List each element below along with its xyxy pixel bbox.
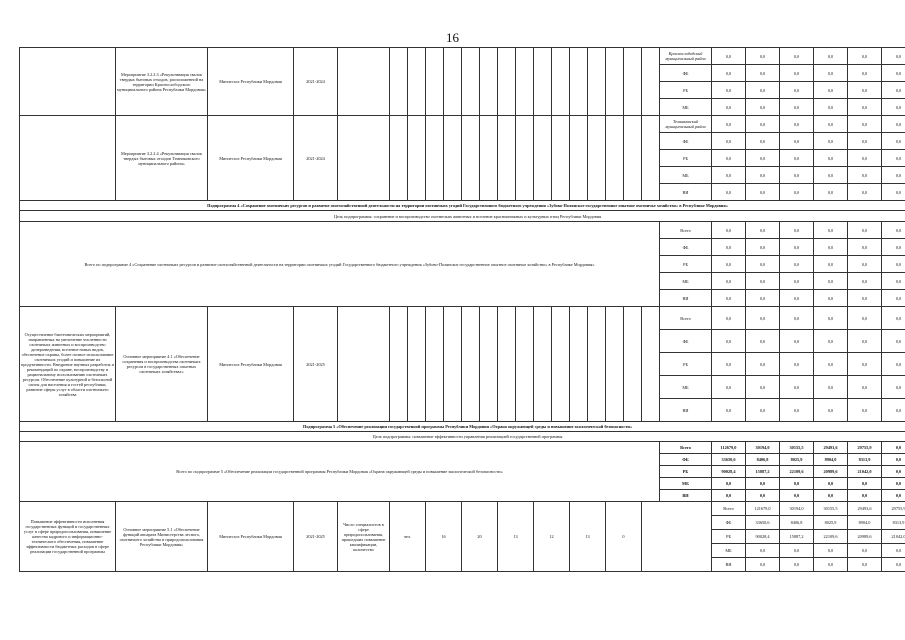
indicator-cell: [624, 116, 642, 201]
indicator-cell: [480, 116, 498, 201]
indicator-cell: [426, 48, 444, 116]
measure-name: Мероприятие 3.2.2.4 «Рекультивация свалок твердых бытовых отходов Темниковского муниципального района»: [116, 116, 208, 201]
amount-cell: 29755,9: [882, 502, 905, 516]
amount-cell: 0,0: [848, 82, 882, 99]
indicator-cell: [534, 48, 552, 116]
executor: Минлесхоз Республики Мордовия: [208, 116, 294, 201]
amount-cell: 0,0: [746, 82, 780, 99]
funding-source: МБ: [660, 99, 712, 116]
amount-cell: 0,0: [780, 307, 814, 330]
funding-source: Краснослободский муниципальный район: [660, 48, 712, 65]
amount-cell: 0,0: [814, 167, 848, 184]
funding-source: РБ: [660, 353, 712, 376]
subprogram-5-total-label: Всего по подпрограмме 5 «Обеспечение реализации государственной программы Республики Мордовия «Охрана окружающей среды и повышение экологической безопасности»: [20, 442, 660, 502]
indicator-cell: [444, 48, 462, 116]
amount-cell: 0,0: [780, 239, 814, 256]
indicator-cell: [408, 307, 426, 422]
amount-cell: 0,0: [848, 307, 882, 330]
amount-cell: 0,0: [848, 490, 882, 502]
indicator-unit: чел.: [390, 502, 426, 572]
amount-cell: 20989,6: [814, 466, 848, 478]
budget-table-body: [20, 48, 905, 572]
amount-cell: 0,0: [746, 478, 780, 490]
amount-cell: 33650,6: [746, 516, 780, 530]
amount-cell: 8406,8: [746, 454, 780, 466]
amount-cell: 0,0: [814, 48, 848, 65]
budget-table: [19, 47, 905, 572]
amount-cell: 0,0: [848, 133, 882, 150]
amount-cell: 0,0: [848, 239, 882, 256]
amount-cell: 0,0: [882, 478, 905, 490]
amount-cell: 0,0: [712, 239, 746, 256]
indicator-cell: [426, 116, 444, 201]
amount-cell: 8904,0: [814, 454, 848, 466]
amount-cell: 0,0: [848, 544, 882, 558]
funding-source: ФБ: [660, 133, 712, 150]
amount-cell: 15887,2: [746, 466, 780, 478]
amount-cell: 0,0: [814, 399, 848, 422]
amount-cell: 0,0: [814, 99, 848, 116]
indicator-cell: [624, 48, 642, 116]
funding-source: ВИ: [712, 558, 746, 572]
task-cell: Осуществление биотехнических мероприятий, направленных на увеличение численности охотничьих животных и воспроизводство дичеразведения, вселение новых видов, обеспечение охраны, более полное использование охотничьих угодий и повышение их продуктивности. Внедрение научных разработок и рекомендаций по охране, воспроизводству и рациональному использованию охотничьих ресурсов. Обеспечение культурной и безопасной охоты для населения и гостей республики, развитие сферы услуг в области охотничьего хозяйства: [20, 307, 116, 422]
funding-source: ФБ: [660, 454, 712, 466]
amount-cell: 0,0: [814, 116, 848, 133]
amount-cell: 29493,6: [848, 502, 882, 516]
amount-cell: 0,0: [712, 256, 746, 273]
amount-cell: 0,0: [882, 273, 905, 290]
amount-cell: 21042,0: [848, 466, 882, 478]
amount-cell: 0,0: [780, 399, 814, 422]
subprogram-5-goal: Цель подпрограммы: повышение эффективности управления реализацией государственной программы: [20, 432, 905, 442]
amount-cell: 0,0: [848, 330, 882, 353]
amount-cell: 0,0: [780, 116, 814, 133]
amount-cell: 0,0: [712, 65, 746, 82]
amount-cell: 0,0: [848, 48, 882, 65]
amount-cell: 0,0: [780, 133, 814, 150]
amount-cell: 0,0: [780, 167, 814, 184]
period: 2021-2024: [294, 116, 338, 201]
funding-source: ВИ: [660, 490, 712, 502]
period: 2021-2024: [294, 48, 338, 116]
amount-cell: 8025,9: [814, 516, 848, 530]
amount-cell: 0,0: [746, 167, 780, 184]
amount-cell: 30155,5: [780, 442, 814, 454]
amount-cell: 30194,0: [746, 442, 780, 454]
indicator-cell: [426, 307, 444, 422]
amount-cell: 0,0: [780, 82, 814, 99]
indicator-cell: [516, 116, 534, 201]
indicator-cell: [338, 48, 390, 116]
amount-cell: 0,0: [746, 116, 780, 133]
table-row: [20, 211, 905, 222]
amount-cell: 0,0: [780, 353, 814, 376]
amount-cell: 0,0: [746, 330, 780, 353]
funding-source: РБ: [660, 82, 712, 99]
amount-cell: 8406,8: [780, 516, 814, 530]
amount-cell: 15887,2: [780, 530, 814, 544]
amount-cell: 0,0: [746, 376, 780, 399]
funding-source: РБ: [660, 150, 712, 167]
amount-cell: 0,0: [712, 330, 746, 353]
amount-cell: 0,0: [882, 330, 905, 353]
table-row: [20, 307, 905, 330]
indicator-cell: [444, 307, 462, 422]
amount-cell: 0,0: [848, 167, 882, 184]
funding-source: МБ: [660, 273, 712, 290]
amount-cell: 0,0: [712, 353, 746, 376]
period: 2021-2025: [294, 307, 338, 422]
table-row: [20, 442, 905, 454]
amount-cell: 0,0: [712, 478, 746, 490]
funding-source: МБ: [660, 376, 712, 399]
indicator-cell: [642, 48, 660, 116]
amount-cell: 0,0: [746, 133, 780, 150]
amount-cell: 8313,9: [882, 516, 905, 530]
period: 2021-2025: [294, 502, 338, 572]
amount-cell: 0,0: [814, 376, 848, 399]
amount-cell: 22109,6: [780, 466, 814, 478]
subprogram-4-header: Подпрограмма 4 «Сохранение охотничьих ресурсов и развитие охотхозяйственной деятельности на территории охотничьих угодий Государственного бюджетного учреждения «Зубово-Полянское государственное опытное охотничье хозяйство» в Республике Мордовия»: [20, 201, 905, 211]
amount-cell: 0,0: [848, 99, 882, 116]
indicator-cell: [570, 116, 588, 201]
subprogram-4-goal: Цель подпрограммы: сохранение и воспроизводство охотничьих животных и вселение краснокнижных и культурных птиц Республики Мордовия: [20, 211, 905, 222]
amount-cell: 0,0: [814, 490, 848, 502]
amount-cell: 0,0: [814, 239, 848, 256]
indicator-value: 16: [426, 502, 462, 572]
table-row: [20, 432, 905, 442]
amount-cell: 0,0: [712, 99, 746, 116]
amount-cell: 29755,9: [848, 442, 882, 454]
amount-cell: 0,0: [746, 273, 780, 290]
indicator-cell: [552, 48, 570, 116]
amount-cell: 0,0: [848, 256, 882, 273]
indicator-cell: [462, 116, 480, 201]
indicator-value: 13: [570, 502, 606, 572]
amount-cell: 0,0: [746, 290, 780, 307]
indicator-cell: [606, 307, 624, 422]
amount-cell: 0,0: [780, 376, 814, 399]
amount-cell: 0,0: [848, 116, 882, 133]
funding-source: РБ: [660, 466, 712, 478]
measure-name: Основное мероприятие 4.1 «Обеспечение сохранения и воспроизводства охотничьих ресурсов в государственных опытных охотничьих хозяйствах»: [116, 307, 208, 422]
indicator-cell: [338, 116, 390, 201]
funding-source: Всего: [660, 442, 712, 454]
amount-cell: 0,0: [848, 399, 882, 422]
amount-cell: 0,0: [780, 99, 814, 116]
amount-cell: 0,0: [746, 65, 780, 82]
amount-cell: 0,0: [814, 330, 848, 353]
amount-cell: 0,0: [882, 454, 905, 466]
amount-cell: 0,0: [882, 167, 905, 184]
subprogram-4-total-label: Всего по подпрограмме 4 «Сохранение охотничьих ресурсов и развитие охотхозяйственной деятельности на территории охотничьих угодий Государственного бюджетного учреждения «Зубово-Полянское государственное опытное охотничье хозяйство» в Республике Мордовия»: [20, 222, 660, 307]
indicator-cell: [642, 307, 660, 422]
amount-cell: 0,0: [780, 48, 814, 65]
indicator-cell: [552, 116, 570, 201]
table-row: [20, 201, 905, 211]
amount-cell: 0,0: [814, 558, 848, 572]
executor: Минлесхоз Республики Мордовия: [208, 502, 294, 572]
amount-cell: 0,0: [746, 353, 780, 376]
amount-cell: 0,0: [780, 273, 814, 290]
amount-cell: 0,0: [814, 478, 848, 490]
table-row: [20, 422, 905, 432]
amount-cell: 0,0: [882, 116, 905, 133]
amount-cell: 0,0: [780, 490, 814, 502]
indicator-value: 20: [462, 502, 498, 572]
amount-cell: 0,0: [746, 222, 780, 239]
amount-cell: 8904,0: [848, 516, 882, 530]
amount-cell: 21042,0: [882, 530, 905, 544]
indicator-cell: [462, 307, 480, 422]
amount-cell: 0,0: [848, 184, 882, 201]
amount-cell: 0,0: [882, 222, 905, 239]
amount-cell: 0,0: [780, 558, 814, 572]
amount-cell: 0,0: [780, 65, 814, 82]
task-cell: [20, 48, 116, 116]
amount-cell: 0,0: [712, 116, 746, 133]
funding-source: ВИ: [660, 399, 712, 422]
table-row: [20, 222, 905, 239]
indicator-cell: [516, 48, 534, 116]
amount-cell: 0,0: [746, 399, 780, 422]
amount-cell: 0,0: [814, 290, 848, 307]
amount-cell: 0,0: [882, 399, 905, 422]
amount-cell: 0,0: [814, 273, 848, 290]
indicator-cell: [408, 116, 426, 201]
indicator-cell: [480, 48, 498, 116]
indicator-cell: [588, 48, 606, 116]
indicator-cell: [338, 307, 390, 422]
amount-cell: 0,0: [882, 558, 905, 572]
indicator-cell: [480, 307, 498, 422]
page-number: 16: [446, 30, 459, 45]
amount-cell: 90028,4: [712, 466, 746, 478]
task-cell: Повышение эффективности исполнения государственных функций и государственных услуг в сфере природопользования, повышение качества кадрового и информационно-технического обеспечения, повышение эффективности бюджетных расходов в сфере реализации государственной программы: [20, 502, 116, 572]
indicator-value: 13: [498, 502, 534, 572]
table-row: [20, 48, 905, 65]
amount-cell: 0,0: [712, 133, 746, 150]
amount-cell: 8313,9: [848, 454, 882, 466]
funding-source: Темниковский муниципальный район: [660, 116, 712, 133]
indicator-cell: [534, 307, 552, 422]
amount-cell: 0,0: [882, 65, 905, 82]
amount-cell: 0,0: [882, 184, 905, 201]
indicator-cell: [516, 307, 534, 422]
amount-cell: 0,0: [814, 65, 848, 82]
amount-cell: 0,0: [882, 48, 905, 65]
task-cell: [20, 116, 116, 201]
amount-cell: 0,0: [712, 222, 746, 239]
amount-cell: 0,0: [746, 48, 780, 65]
amount-cell: 22109,6: [814, 530, 848, 544]
funding-source: МБ: [660, 478, 712, 490]
indicator-value: 0: [606, 502, 642, 572]
amount-cell: 0,0: [848, 558, 882, 572]
funding-source: ВИ: [660, 184, 712, 201]
amount-cell: 33650,6: [712, 454, 746, 466]
indicator-cell: [408, 48, 426, 116]
amount-cell: 0,0: [712, 48, 746, 65]
amount-cell: 0,0: [814, 150, 848, 167]
amount-cell: 0,0: [780, 290, 814, 307]
funding-source: МБ: [712, 544, 746, 558]
amount-cell: 0,0: [712, 184, 746, 201]
amount-cell: 0,0: [780, 544, 814, 558]
executor: Минлесхоз Республики Мордовия: [208, 307, 294, 422]
measure-name: Основное мероприятие 5.1 «Обеспечение функций аппарата Министерства лесного, охотничьего хозяйства и природопользования Республики Мордовия»: [116, 502, 208, 572]
amount-cell: 112679,0: [712, 442, 746, 454]
funding-source: МБ: [660, 167, 712, 184]
amount-cell: 0,0: [882, 353, 905, 376]
indicator-cell: [462, 48, 480, 116]
amount-cell: 0,0: [712, 399, 746, 422]
indicator-cell: [570, 307, 588, 422]
amount-cell: 0,0: [848, 353, 882, 376]
amount-cell: 0,0: [780, 222, 814, 239]
amount-cell: 0,0: [712, 150, 746, 167]
indicator-cell: [606, 116, 624, 201]
amount-cell: 0,0: [780, 256, 814, 273]
amount-cell: 8025,9: [780, 454, 814, 466]
amount-cell: 0,0: [882, 290, 905, 307]
indicator-cell: [588, 307, 606, 422]
amount-cell: 0,0: [848, 290, 882, 307]
funding-source: Всего: [660, 307, 712, 330]
amount-cell: 0,0: [882, 256, 905, 273]
indicator-cell: [552, 307, 570, 422]
amount-cell: 0,0: [712, 307, 746, 330]
indicator-cell: [534, 116, 552, 201]
funding-source: ФБ: [712, 516, 746, 530]
amount-cell: 0,0: [814, 184, 848, 201]
indicator-cell: [390, 116, 408, 201]
amount-cell: 0,0: [780, 184, 814, 201]
amount-cell: 0,0: [882, 239, 905, 256]
amount-cell: 0,0: [780, 478, 814, 490]
measure-name: Мероприятие 3.2.2.3 «Рекультивация свалок твердых бытовых отходов, расположенной на территории Краснослободского муниципального района Республики Мордовия»: [116, 48, 208, 116]
amount-cell: 0,0: [882, 307, 905, 330]
amount-cell: 0,0: [746, 239, 780, 256]
amount-cell: 0,0: [848, 65, 882, 82]
amount-cell: 0,0: [746, 490, 780, 502]
amount-cell: 0,0: [746, 544, 780, 558]
funding-source: РБ: [712, 530, 746, 544]
funding-source: ФБ: [660, 330, 712, 353]
amount-cell: 0,0: [712, 290, 746, 307]
amount-cell: 30194,0: [780, 502, 814, 516]
amount-cell: 0,0: [814, 544, 848, 558]
amount-cell: 0,0: [746, 256, 780, 273]
amount-cell: 0,0: [882, 150, 905, 167]
amount-cell: 20989,6: [848, 530, 882, 544]
indicator-cell: [624, 307, 642, 422]
amount-cell: 0,0: [882, 490, 905, 502]
amount-cell: 121679,0: [746, 502, 780, 516]
amount-cell: 0,0: [780, 330, 814, 353]
indicator-cell: [588, 116, 606, 201]
amount-cell: 0,0: [882, 82, 905, 99]
funding-source: Всего: [660, 222, 712, 239]
indicator-cell: [498, 48, 516, 116]
amount-cell: 0,0: [712, 376, 746, 399]
amount-cell: 0,0: [814, 307, 848, 330]
funding-source: ВИ: [660, 290, 712, 307]
indicator-cell: [498, 116, 516, 201]
amount-cell: 0,0: [848, 376, 882, 399]
amount-cell: 0,0: [848, 478, 882, 490]
amount-cell: 0,0: [746, 307, 780, 330]
indicator-name: Число специалистов в сфере природопользования, прошедших повышение квалификации, количество: [338, 502, 390, 572]
indicator-cell: [642, 502, 712, 572]
amount-cell: 0,0: [814, 222, 848, 239]
amount-cell: 0,0: [882, 99, 905, 116]
table-row: [20, 502, 905, 516]
amount-cell: 30155,5: [814, 502, 848, 516]
executor: Минлесхоз Республики Мордовия: [208, 48, 294, 116]
indicator-cell: [390, 307, 408, 422]
indicator-cell: [642, 116, 660, 201]
amount-cell: 0,0: [814, 82, 848, 99]
amount-cell: 0,0: [746, 99, 780, 116]
amount-cell: 0,0: [746, 150, 780, 167]
amount-cell: 0,0: [814, 133, 848, 150]
indicator-value: 12: [534, 502, 570, 572]
amount-cell: 0,0: [814, 353, 848, 376]
amount-cell: 0,0: [882, 466, 905, 478]
amount-cell: 0,0: [882, 133, 905, 150]
subprogram-5-header: Подпрограмма 5 «Обеспечение реализации государственной программы Республики Мордовия «Охрана окружающей среды и повышение экологической безопасности»: [20, 422, 905, 432]
amount-cell: 0,0: [712, 167, 746, 184]
indicator-cell: [444, 116, 462, 201]
amount-cell: 29493,6: [814, 442, 848, 454]
indicator-cell: [498, 307, 516, 422]
indicator-cell: [606, 48, 624, 116]
amount-cell: 0,0: [882, 376, 905, 399]
funding-source: Всего: [712, 502, 746, 516]
table-row: [20, 116, 905, 133]
amount-cell: 0,0: [712, 490, 746, 502]
amount-cell: 0,0: [712, 82, 746, 99]
indicator-cell: [570, 48, 588, 116]
budget-table-sheet: [19, 47, 905, 572]
amount-cell: 0,0: [882, 544, 905, 558]
amount-cell: 0,0: [882, 442, 905, 454]
amount-cell: 0,0: [746, 184, 780, 201]
funding-source: РБ: [660, 256, 712, 273]
amount-cell: 0,0: [746, 558, 780, 572]
amount-cell: 90028,4: [746, 530, 780, 544]
amount-cell: 0,0: [814, 256, 848, 273]
funding-source: ФБ: [660, 239, 712, 256]
indicator-cell: [390, 48, 408, 116]
amount-cell: 0,0: [848, 222, 882, 239]
amount-cell: 0,0: [712, 273, 746, 290]
funding-source: ФБ: [660, 65, 712, 82]
amount-cell: 0,0: [780, 150, 814, 167]
amount-cell: 0,0: [848, 273, 882, 290]
amount-cell: 0,0: [848, 150, 882, 167]
